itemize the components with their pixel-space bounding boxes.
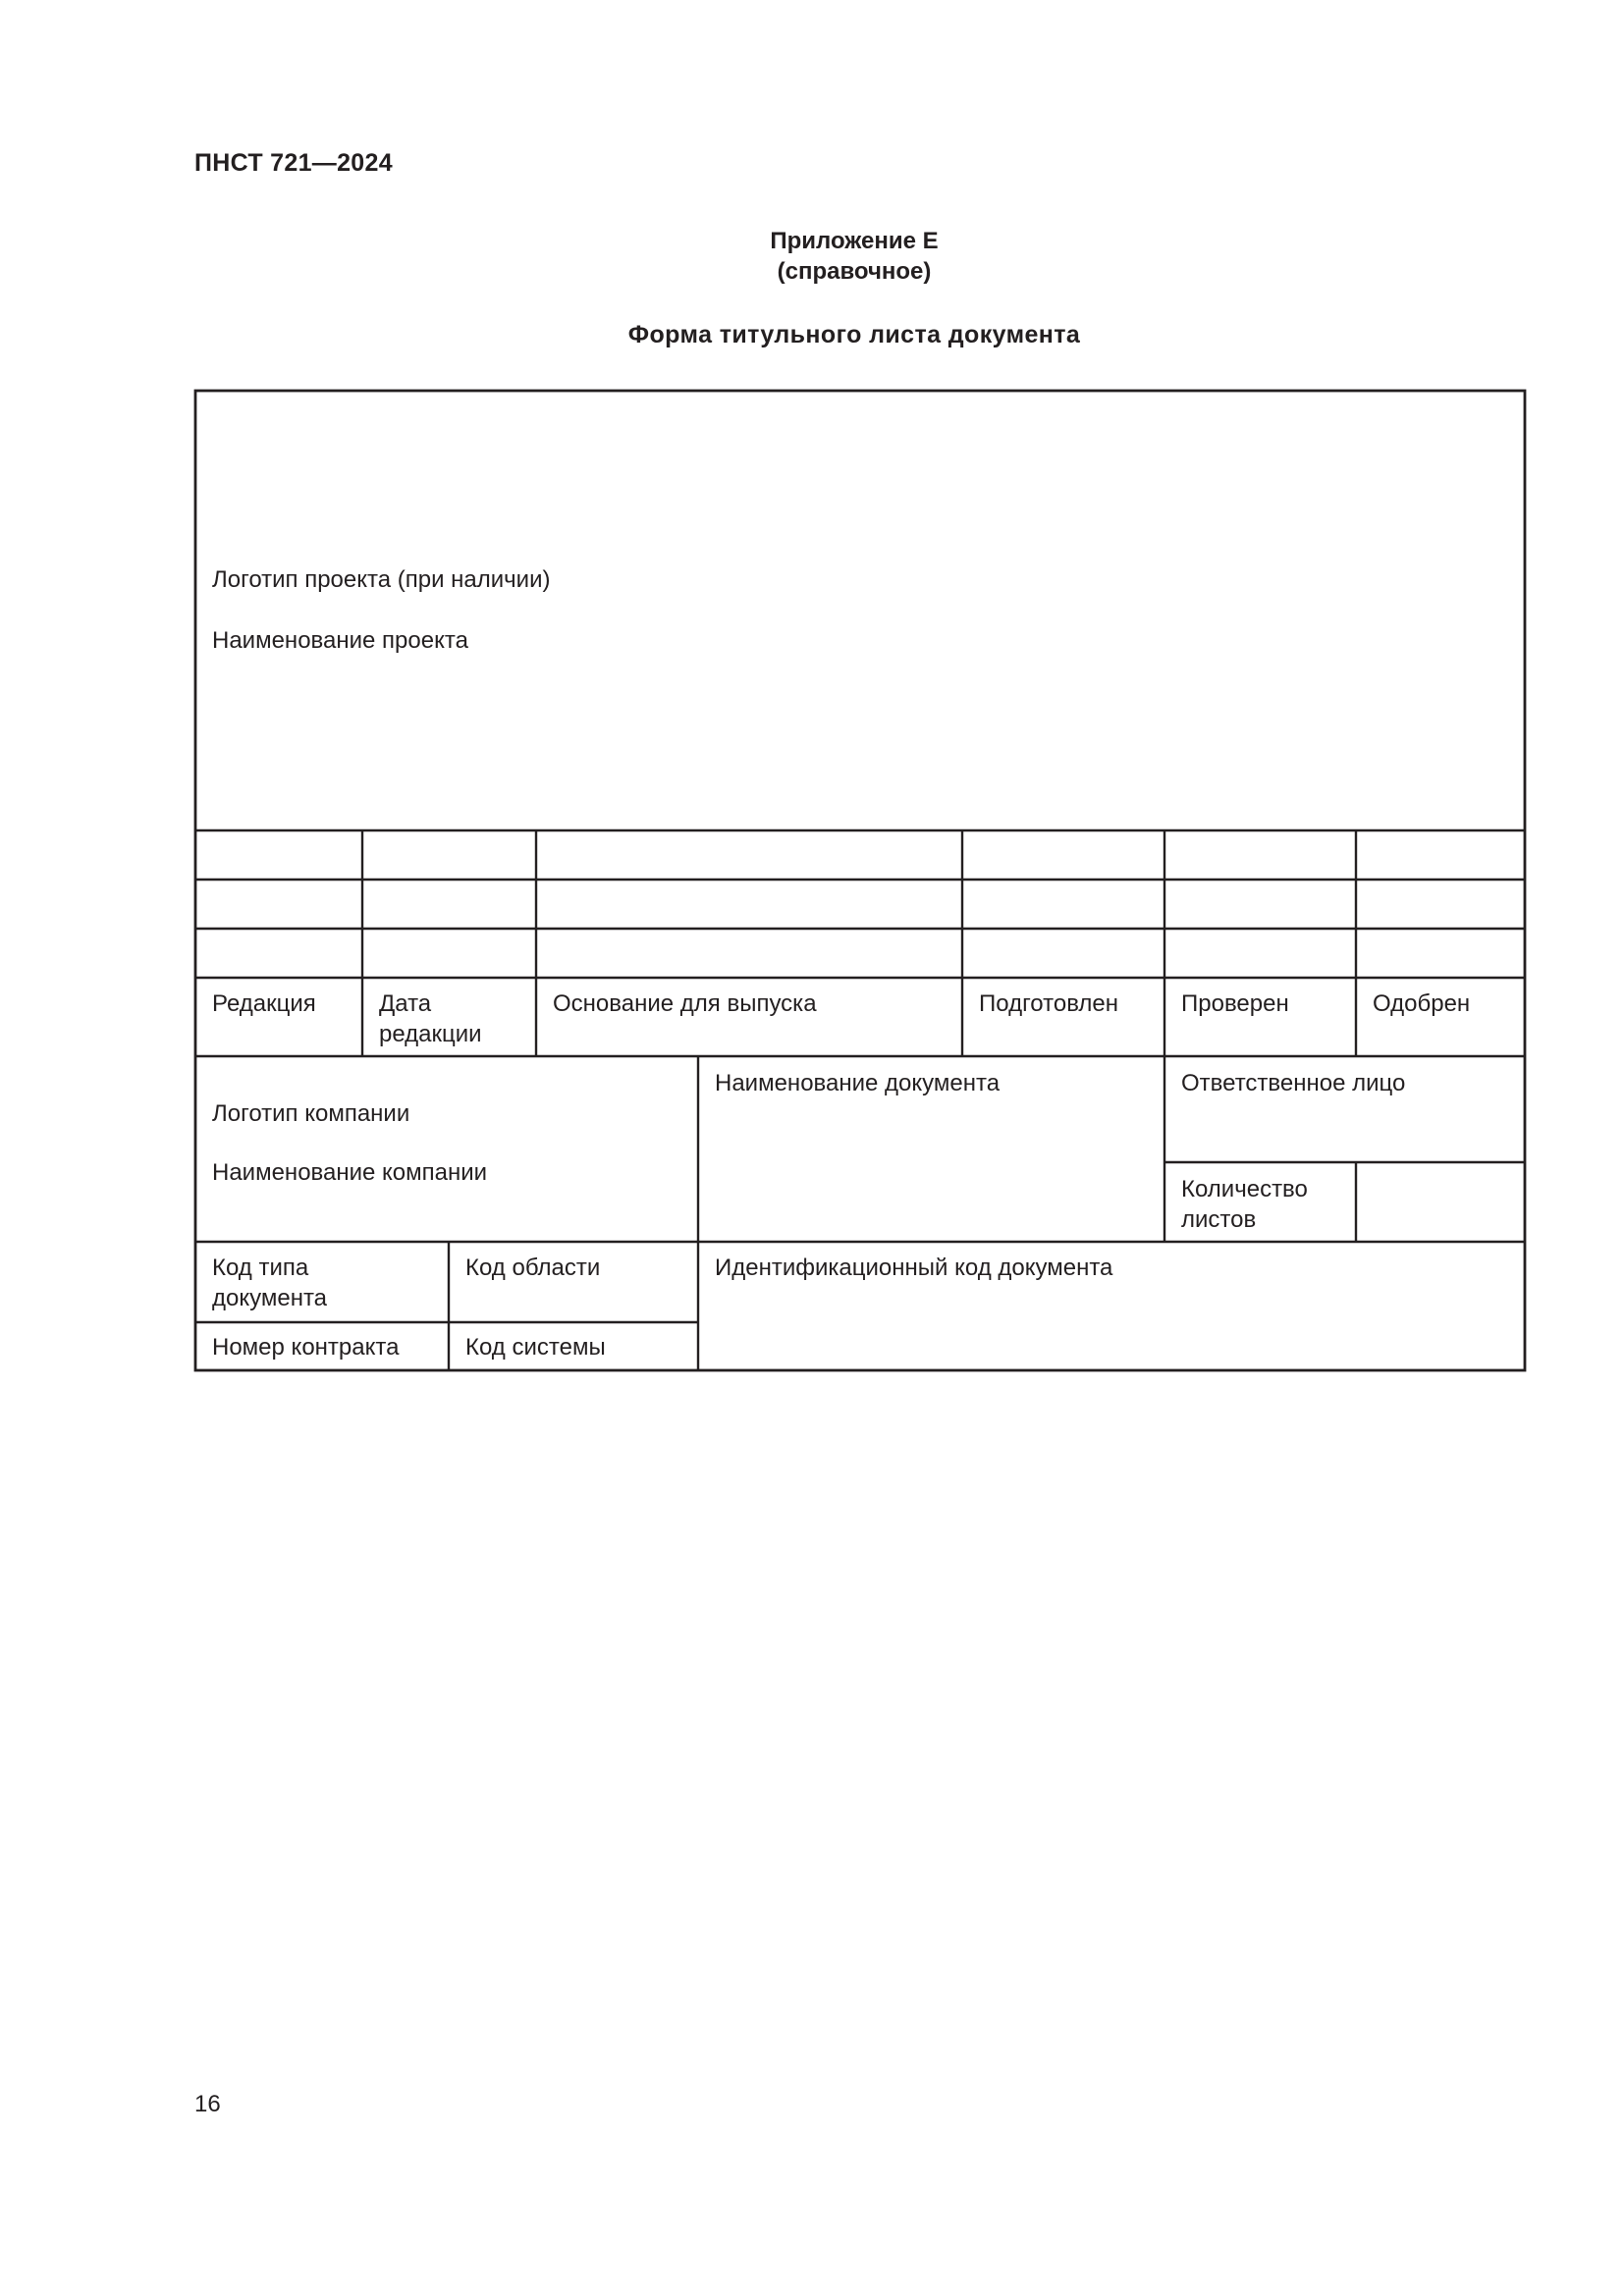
revision-date-header-line1: Дата: [379, 990, 432, 1017]
system-code-label: Код системы: [465, 1334, 606, 1361]
company-logo-label: Логотип компании: [212, 1100, 410, 1127]
appendix-title: Приложение Е: [770, 228, 939, 254]
sheet-count-label-line1: Количество: [1181, 1176, 1308, 1202]
project-name-label: Наименование проекта: [212, 627, 468, 654]
release-basis-header: Основание для выпуска: [553, 990, 817, 1017]
form-title: Форма титульного листа документа: [627, 321, 1081, 348]
approved-header: Одобрен: [1373, 990, 1471, 1017]
sheet-count-label-line2: листов: [1181, 1206, 1257, 1233]
contract-number-label: Номер контракта: [212, 1334, 400, 1361]
identification-code-label: Идентификационный код документа: [715, 1255, 1113, 1281]
appendix-kind: (справочное): [777, 258, 932, 285]
responsible-person-label: Ответственное лицо: [1181, 1070, 1406, 1096]
doc-type-code-label-line2: документа: [212, 1285, 328, 1311]
document-code: ПНСТ 721—2024: [194, 149, 393, 177]
prepared-header: Подготовлен: [979, 990, 1118, 1017]
doc-type-code-label-line1: Код типа: [212, 1255, 309, 1281]
project-logo-label: Логотип проекта (при наличии): [212, 566, 551, 593]
revision-header: Редакция: [212, 990, 316, 1017]
revision-date-header-line2: редакции: [379, 1021, 482, 1047]
area-code-label: Код области: [465, 1255, 601, 1281]
document-name-label: Наименование документа: [715, 1070, 1001, 1096]
page-number: 16: [194, 2091, 221, 2117]
checked-header: Проверен: [1181, 990, 1289, 1017]
company-name-label: Наименование компании: [212, 1159, 488, 1186]
